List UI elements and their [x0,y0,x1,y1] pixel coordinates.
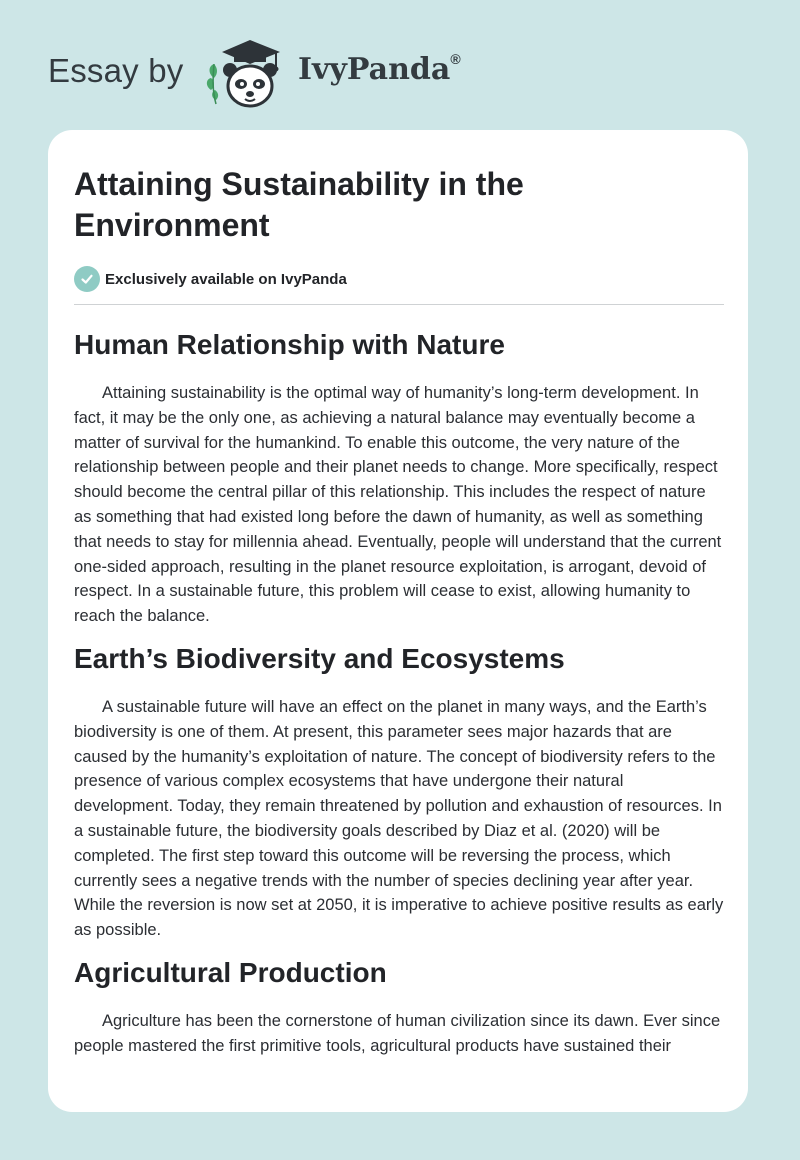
check-icon [74,266,100,292]
title-divider [74,304,724,305]
brand-name: IvyPanda® [298,51,461,87]
section-paragraph: Agriculture has been the cornerstone of human civilization since its dawn. Ever since people mastered the first primitive tools, agricultural products have sustained their [74,1011,721,1055]
section-heading: Earth’s Biodiversity and Ecosystems [74,642,565,674]
essay-card [48,130,748,1112]
brand-header [48,34,508,110]
section-heading: Human Relationship with Nature [74,329,505,360]
ivypanda-logo-icon[interactable] [202,34,294,110]
exclusive-label: Exclusively available on IvyPanda [105,270,347,288]
section-paragraph: Attaining sustainability is the optimal way of humanity’s long-term development. In fact, it may be the only one, as achieving a natural balance may eventually become a matter of survival for the humankind. To enable this outcome, the very nature of the relationship between people and their planet needs to change. More specifically, respect should become the central pillar of this relationship. This includes the respect of nature as something that had existed long before the dawn of humanity, as well as something that needs to stay for millennia ahead. Eventually, people will understand that the current one-sided approach, resulting in the planet resource exploitation, is arrogant, devoid of respect. In a sustainable future, this problem will cease to exist, allowing humanity to reach the balance. [74,384,722,626]
section-paragraph: A sustainable future will have an effect on the planet in many ways, and the Earth’s biodiversity is one of them. At present, this parameter sees major hazards that are caused by the humanity’s exploitation of nature. The concept of biodiversity refers to the presence of various complex ecosystems that have undergone their natural development. Today, they remain threatened by pollution and exhaustion of resources. In a sustainable future, the biodiversity goals described by Diaz et al. (2020) will be completed. The first step toward this outcome will be reversing the process, which currently sees a negative trends with the number of species declining year after year. While the reversion is now set at 2050, it is imperative to achieve positive results as early as possible. [74,697,724,940]
page-title: Attaining Sustainability in the Environment [74,166,524,243]
brand-prefix: Essay by [48,52,184,89]
registered-mark: ® [450,51,461,67]
section-heading: Agricultural Production [74,956,387,988]
essay-content [74,164,724,1059]
exclusive-badge [74,266,724,292]
